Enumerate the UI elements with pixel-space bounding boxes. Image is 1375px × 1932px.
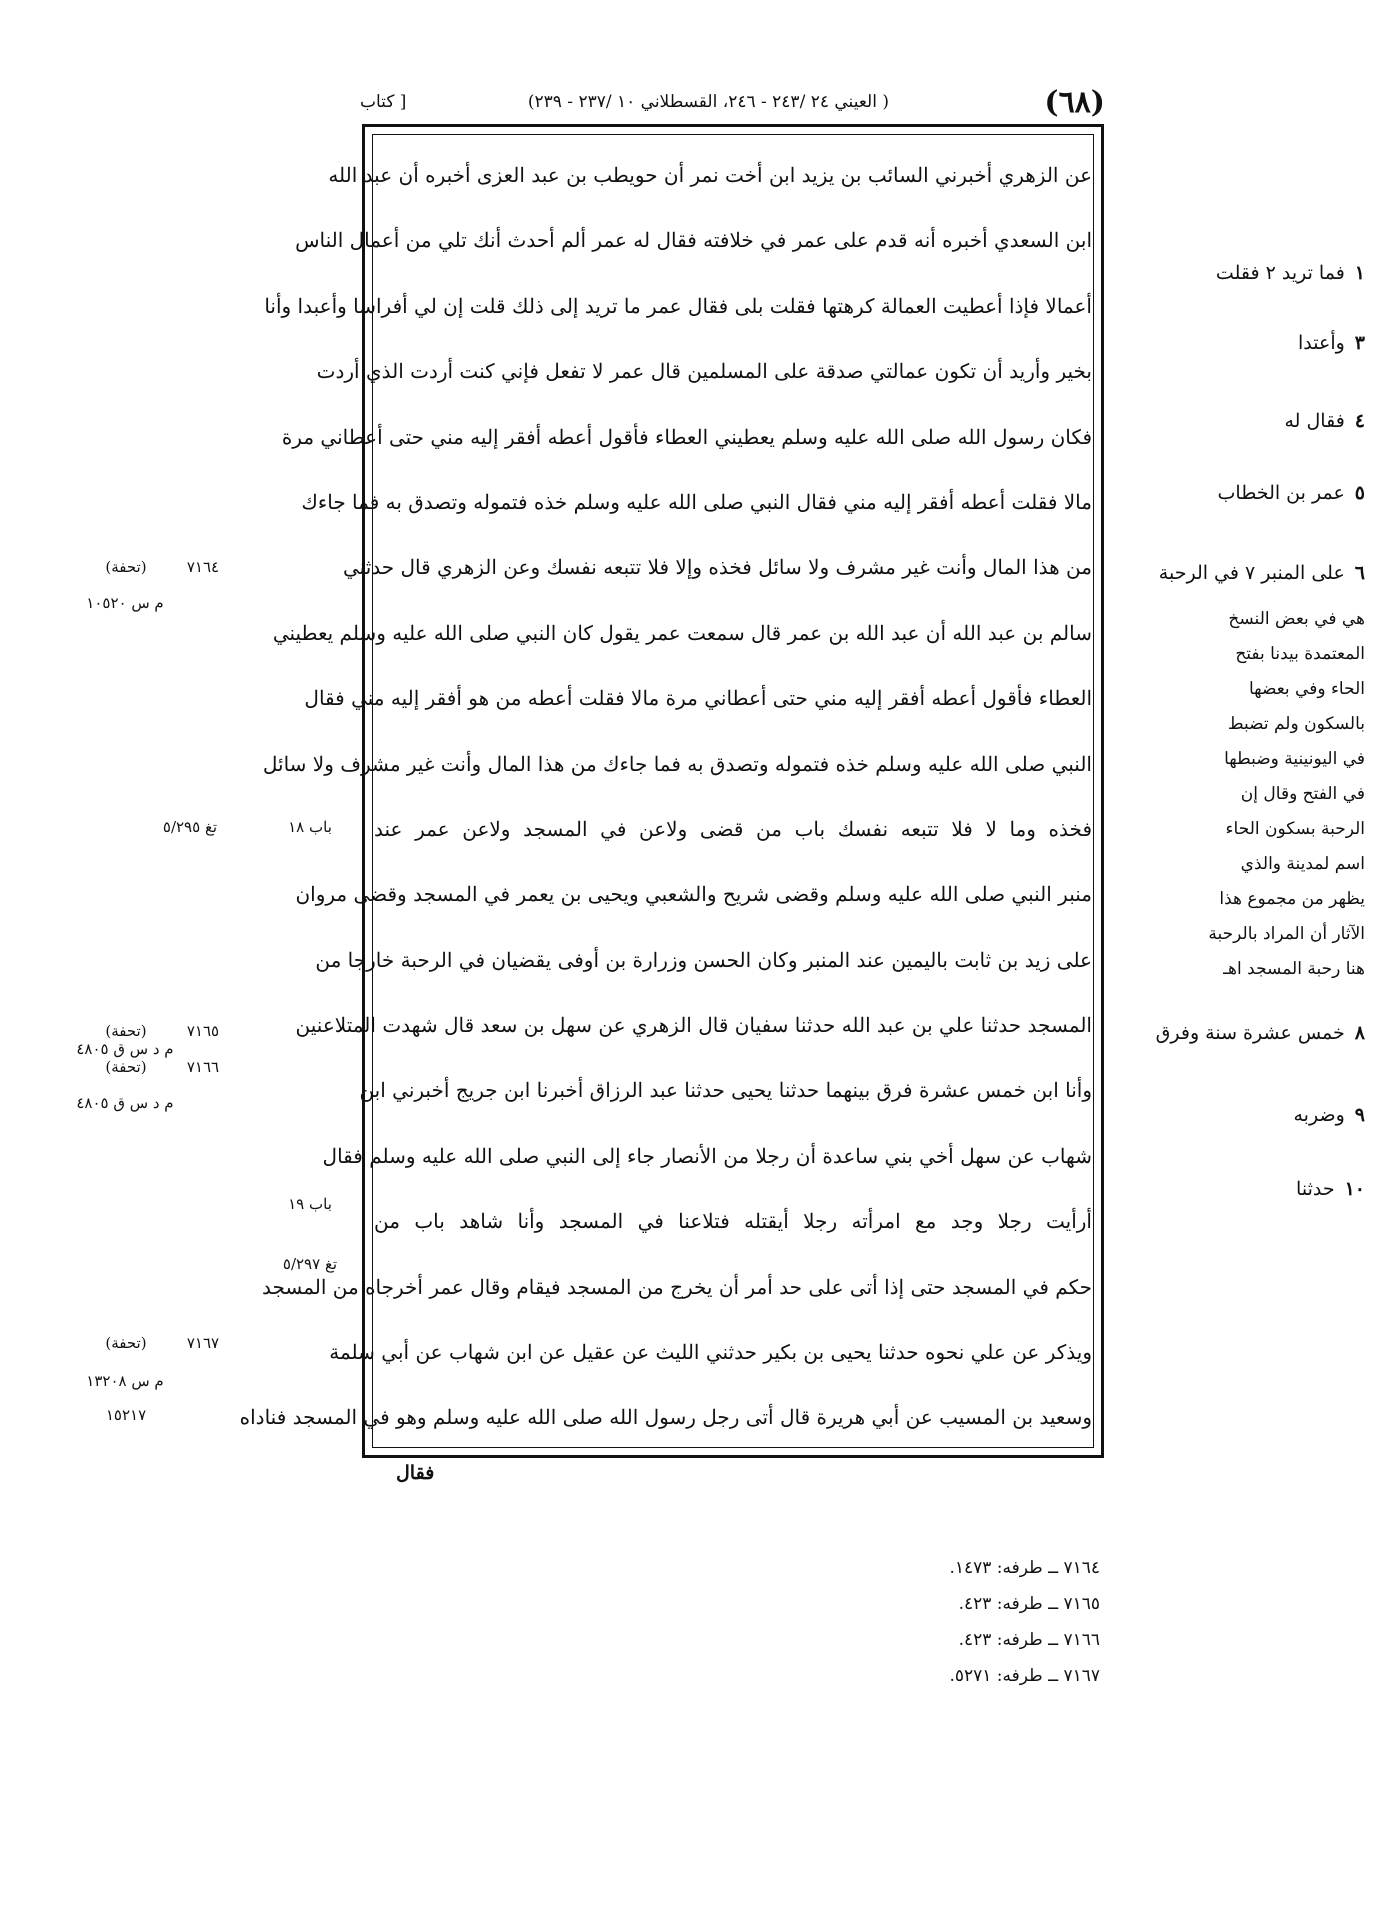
hadith-number: ٧١٦٧ [186,1334,220,1352]
page-header [360,80,1105,124]
text-line: شهاب عن سهل أخي بني ساعدة أن رجلا من الأنصار جاء إلى النبي صلى الله عليه وسلم فقال [322,1143,1092,1168]
variant-reading [1298,332,1365,354]
variant-text: على المنبر ٧ في الرحبة [1158,562,1345,584]
text-line: وسعيد بن المسيب عن أبي هريرة قال أتى رجل رسول الله صلى الله عليه وسلم وهو في المسجد فناداه [239,1405,1092,1430]
footnote: ٧١٦٦ ــ طرفه: ٤٢٣. [958,1630,1100,1650]
variant-reading [1216,262,1365,284]
text-line: أرأيت رجلا وجد مع امرأته رجلا أيقتله فتلاعنا في المسجد وأنا شاهد باب من [374,1209,1092,1234]
hadith-number: ٧١٦٥ [186,1022,220,1040]
text-line: بخير وأريد أن تكون عمالتي صدقة على المسلمين قال عمر لا تفعل فإني كنت أردت الذي أردت [316,359,1092,384]
text-line: ويذكر عن علي نحوه حدثنا يحيى بن بكير حدثني الليث عن عقيل عن ابن شهاب عن أبي سلمة [329,1340,1092,1365]
text-line: أعمالا فإذا أعطيت العمالة كرهتها فقلت بلى فقال عمر ما تريد إلى ذلك قلت إن لي أفراسا وأعبدا وأنا [264,293,1092,318]
footnote: ٧١٦٤ ــ طرفه: ١٤٧٣. [949,1558,1100,1578]
header-reference: ( العيني ٢٤ /٢٤٣ - ٢٤٦، القسطلاني ١٠ /٢٣٧ - ٢٣٩) [527,92,889,112]
variant-text: خمس عشرة سنة وفرق [1155,1022,1345,1044]
text-line: العطاء فأقول أعطه أفقر إليه مني حتى أعطاني مرة مالا فقلت أعطه من هو أفقر إليه مني فقال [304,686,1092,711]
tuhfa-label: (تحفة) [105,1058,147,1076]
text-line: وأنا ابن خمس عشرة فرق بينهما حدثنا يحيى حدثنا عبد الرزاق أخبرنا ابن جريج أخبرني ابن [359,1078,1092,1103]
variant-number: ٤ [1354,410,1365,432]
tuhfa-code: م س ١٣٢٠٨ [86,1372,164,1390]
variant-number: ٣ [1354,332,1365,354]
footnotes [830,1550,1100,1694]
hadith-number: ٧١٦٦ [186,1058,220,1076]
taghliq-ref: تغ ٥/٢٩٥ [162,818,218,836]
variant-reading [1218,482,1365,504]
variant-number: ٦ [1354,562,1365,584]
text-line: مالا فقلت أعطه أفقر إليه مني فقال النبي صلى الله عليه وسلم خذه فتموله وتصدق به فما جاءك [301,489,1092,514]
text-line: عن الزهري أخبرني السائب بن يزيد ابن أخت نمر أن حويطب بن عبد العزى أخبره أن عبد الله [328,163,1092,187]
text-line: فخذه وما لا فلا تتبعه نفسك باب من قضى ولاعن في المسجد ولاعن عمر عند [374,816,1092,841]
variant-text: حدثنا [1296,1178,1335,1200]
header-book-title: [ كتاب [360,92,407,112]
variant-reading [1296,1178,1365,1200]
variant-text: عمر بن الخطاب [1217,482,1345,504]
variant-number: ١ [1354,262,1365,284]
variant-reading [1156,1022,1365,1044]
text-line: المسجد حدثنا علي بن عبد الله حدثنا سفيان قال الزهري عن سهل بن سعد قال شهدت المتلاعنين [295,1013,1092,1038]
variant-number: ٩ [1354,1104,1365,1126]
footnote: ٧١٦٧ ــ طرفه: ٥٢٧١. [949,1666,1100,1686]
variant-text: فما تريد ٢ فقلت [1215,262,1345,284]
tuhfa-code: م د س ق ٤٨٠٥ [76,1094,174,1112]
bab-label: باب ١٩ [288,1195,332,1213]
text-line: ابن السعدي أخبره أنه قدم على عمر في خلافته فقال له عمر ألم أحدث أنك تلي من أعمال الناس [295,228,1092,253]
variant-text: وضربه [1293,1104,1345,1126]
text-line: على زيد بن ثابت باليمين عند المنبر وكان الحسن وزرارة بن أوفى يقضيان في الرحبة خارجا من [315,947,1092,972]
tuhfa-label: (تحفة) [105,1334,147,1352]
text-line: حكم في المسجد حتى إذا أتى على حد أمر أن يخرج من المسجد فيقام وقال عمر أخرجاه من المسجد [261,1274,1092,1299]
variant-number: ٥ [1354,482,1365,504]
variant-reading [1159,562,1365,584]
footnote: ٧١٦٥ ــ طرفه: ٤٢٣. [958,1594,1100,1614]
variant-text: وأعتدا [1298,332,1345,354]
text-line: منبر النبي صلى الله عليه وسلم وقضى شريح والشعبي ويحيى بن يعمر في المسجد وقضى مروان [295,882,1092,907]
tuhfa-code: م س ١٠٥٢٠ [86,594,164,612]
variant-number: ١٠ [1344,1178,1365,1200]
tuhfa-label: (تحفة) [105,1022,147,1040]
text-line: سالم بن عبد الله أن عبد الله بن عمر قال سمعت عمر يقول كان النبي صلى الله عليه وسلم يعطيني [272,620,1092,645]
tuhfa-label: (تحفة) [105,558,147,576]
bab-label: باب ١٨ [288,818,332,836]
text-line: النبي صلى الله عليه وسلم خذه فتموله وتصدق به فما جاءك من هذا المال وأنت غير مشرف ولا سائل [262,751,1092,776]
text-line: من هذا المال وأنت غير مشرف ولا سائل فخذه وإلا فلا تتبعه نفسك وعن الزهري قال حدثني [342,555,1092,580]
catchword: فقال [396,1462,435,1484]
variant-reading [1294,1104,1366,1126]
variant-note: هي في بعض النسخ المعتمدة بيدنا بفتح الحاء وفي بعضها بالسكون ولم تضبط في اليونينية وضبطها في الفتح وقال إن الرحبة بسكون الحاء اسم لمدينة والذي يظهر من مجموع هذا الآثار أن المراد بالرحبة هنا رحبة المسجد اهـ [1208,609,1365,979]
page-number: (٦٨) [1044,84,1105,120]
tuhfa-code: م د س ق ٤٨٠٥ [76,1040,174,1058]
variant-text: فقال له [1284,410,1345,432]
text-line: فكان رسول الله صلى الله عليه وسلم يعطيني العطاء فأقول أعطه أفقر إليه مني حتى أعطاني مرة [281,424,1092,449]
hadith-number: ٧١٦٤ [186,558,220,576]
variant-reading [1284,410,1365,432]
tuhfa-code: ١٥٢١٧ [105,1406,147,1424]
taghliq-ref: تغ ٥/٢٩٧ [282,1255,338,1273]
variant-number: ٨ [1354,1022,1365,1044]
